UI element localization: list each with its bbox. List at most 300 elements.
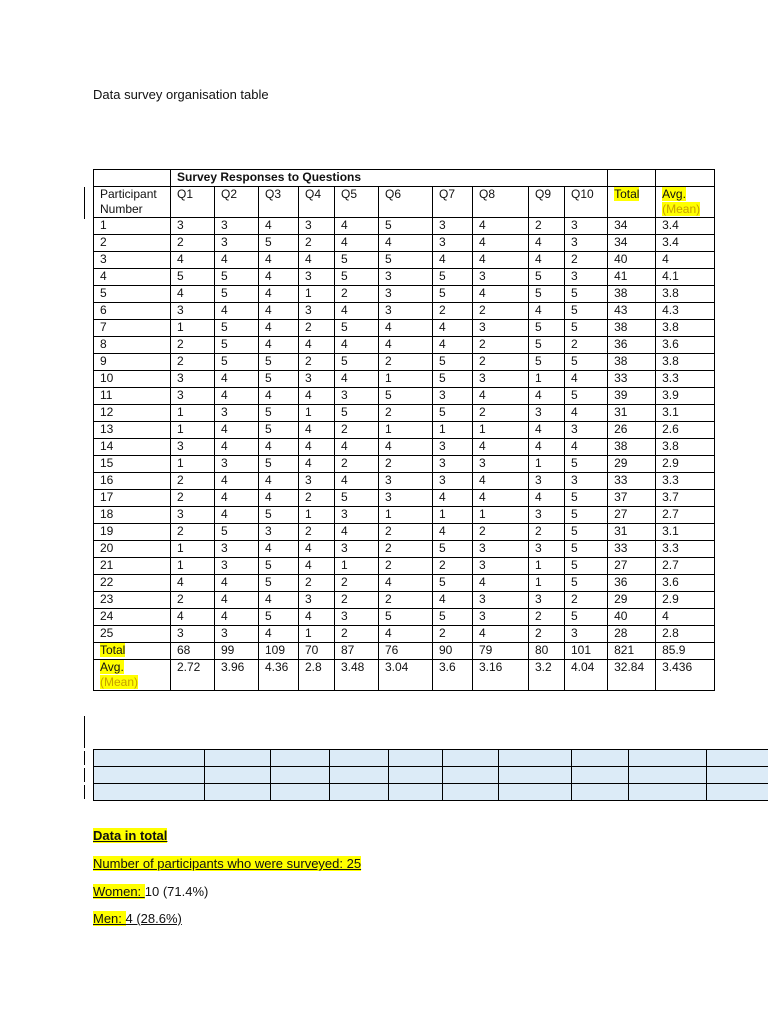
response-cell: 4 [171,252,215,269]
response-cell: 3 [259,524,299,541]
question-header-3: Q3 [259,187,299,218]
total-value-cell: 87 [335,643,379,660]
response-cell: 2 [565,592,608,609]
response-cell: 4 [215,388,259,405]
response-cell: 4 [171,609,215,626]
men-label: Men: [93,911,126,926]
response-cell: 3 [171,626,215,643]
response-cell: 4 [215,473,259,490]
response-cell: 2 [473,303,529,320]
response-cell: 4 [433,524,473,541]
response-cell: 3 [171,371,215,388]
response-cell: 3 [473,320,529,337]
response-cell: 4 [379,320,433,337]
women-value: 10 (71.4%) [144,884,209,899]
response-cell: 4 [215,422,259,439]
row-avg-cell: 4 [656,609,715,626]
response-cell: 3 [299,269,335,286]
row-avg-cell: 2.7 [656,558,715,575]
response-cell: 3 [379,473,433,490]
margin-mark [84,187,85,219]
response-cell: 2 [299,575,335,592]
response-cell: 5 [565,507,608,524]
response-cell: 5 [529,354,565,371]
empty-table-cell [707,767,768,784]
row-total-cell: 39 [608,388,656,405]
response-cell: 5 [171,269,215,286]
avg-value-cell: 3.16 [473,660,529,691]
empty-table-cell [389,784,443,801]
response-cell: 4 [529,422,565,439]
response-cell: 4 [299,558,335,575]
total-value-cell: 70 [299,643,335,660]
row-avg-cell: 3.3 [656,473,715,490]
row-avg-cell: 4.3 [656,303,715,320]
response-cell: 4 [335,524,379,541]
row-total-cell: 31 [608,524,656,541]
total-value-cell: 101 [565,643,608,660]
row-total-cell: 37 [608,490,656,507]
row-total-cell: 38 [608,354,656,371]
response-cell: 4 [215,592,259,609]
response-cell: 5 [433,371,473,388]
response-cell: 5 [259,558,299,575]
empty-table-cell [572,784,629,801]
total-value-cell: 80 [529,643,565,660]
row-total-cell: 29 [608,456,656,473]
response-cell: 5 [215,524,259,541]
participant-cell: 20 [94,541,171,558]
empty-table-cell [443,750,499,767]
response-cell: 5 [335,252,379,269]
response-cell: 5 [565,490,608,507]
question-header-5: Q5 [335,187,379,218]
response-cell: 4 [259,303,299,320]
response-cell: 3 [529,405,565,422]
response-cell: 4 [335,218,379,235]
response-cell: 1 [433,422,473,439]
row-avg-cell: 4.1 [656,269,715,286]
empty-table-cell [443,784,499,801]
response-cell: 2 [299,320,335,337]
response-cell: 4 [259,269,299,286]
response-cell: 2 [565,252,608,269]
participants-text: Number of participants who were surveyed: 25 [93,856,362,871]
response-cell: 3 [379,286,433,303]
response-cell: 2 [473,337,529,354]
response-cell: 2 [335,286,379,303]
response-cell: 5 [259,507,299,524]
row-total-cell: 28 [608,626,656,643]
men-line [93,911,182,926]
total-value-cell: 99 [215,643,259,660]
table-row [94,592,715,609]
avg-value-cell: 3.436 [656,660,715,691]
response-cell: 2 [335,456,379,473]
row-total-cell: 26 [608,422,656,439]
response-cell: 4 [171,575,215,592]
total-value-cell: 68 [171,643,215,660]
response-cell: 3 [565,473,608,490]
response-cell: 3 [379,269,433,286]
response-cell: 2 [473,354,529,371]
row-avg-cell: 3.1 [656,405,715,422]
participant-cell: 14 [94,439,171,456]
response-cell: 5 [565,609,608,626]
total-value-cell: 821 [608,643,656,660]
empty-table [93,749,768,801]
row-total-cell: 40 [608,252,656,269]
response-cell: 2 [171,490,215,507]
response-cell: 4 [259,337,299,354]
response-cell: 5 [433,609,473,626]
margin-mark [84,768,85,782]
empty-table-row [94,784,768,801]
total-row-label-text: Total [100,643,126,657]
participant-cell: 17 [94,490,171,507]
participant-cell: 4 [94,269,171,286]
participant-cell: 11 [94,388,171,405]
empty-table-body [94,750,768,801]
table-row [94,575,715,592]
response-cell: 5 [433,286,473,303]
response-cell: 2 [379,354,433,371]
empty-table-cell [389,767,443,784]
response-cell: 2 [171,235,215,252]
row-total-cell: 43 [608,303,656,320]
response-cell: 2 [171,473,215,490]
response-cell: 4 [473,388,529,405]
response-cell: 4 [433,592,473,609]
row-total-cell: 27 [608,507,656,524]
response-cell: 5 [565,286,608,303]
response-cell: 2 [433,626,473,643]
response-cell: 4 [215,303,259,320]
response-cell: 3 [299,592,335,609]
table-row [94,405,715,422]
response-cell: 4 [473,473,529,490]
question-header-6: Q6 [379,187,433,218]
empty-table-cell [94,767,205,784]
table-row [94,235,715,252]
summary-heading-text: Data in total [93,828,168,843]
response-cell: 1 [299,507,335,524]
response-cell: 3 [215,558,259,575]
summary-heading [93,828,167,843]
empty-table-cell [629,784,707,801]
response-cell: 4 [473,439,529,456]
response-cell: 4 [299,456,335,473]
table-row [94,473,715,490]
response-cell: 5 [379,252,433,269]
question-header-7: Q7 [433,187,473,218]
total-value-cell: 90 [433,643,473,660]
response-cell: 4 [259,218,299,235]
response-cell: 3 [299,218,335,235]
response-cell: 4 [379,235,433,252]
avg-value-cell: 3.48 [335,660,379,691]
avg-row [94,660,715,691]
response-cell: 4 [433,252,473,269]
response-cell: 5 [379,388,433,405]
response-cell: 5 [259,575,299,592]
response-cell: 3 [433,439,473,456]
blank-header-cell [94,170,171,187]
avg-row-label [94,660,171,691]
response-cell: 1 [171,456,215,473]
response-cell: 3 [473,371,529,388]
table-row [94,626,715,643]
response-cell: 1 [299,405,335,422]
response-cell: 4 [259,592,299,609]
total-row-label [94,643,171,660]
response-cell: 5 [565,303,608,320]
response-cell: 5 [215,286,259,303]
response-cell: 4 [473,218,529,235]
response-cell: 2 [473,524,529,541]
empty-table-cell [707,784,768,801]
response-cell: 3 [565,269,608,286]
response-cell: 3 [565,218,608,235]
response-cell: 3 [433,456,473,473]
response-cell: 4 [433,337,473,354]
row-total-cell: 29 [608,592,656,609]
participant-number-header [94,187,171,218]
empty-table-cell [629,750,707,767]
response-cell: 4 [529,439,565,456]
response-cell: 3 [335,507,379,524]
response-cell: 2 [335,575,379,592]
response-cell: 5 [259,235,299,252]
response-cell: 4 [433,320,473,337]
row-total-cell: 33 [608,473,656,490]
row-total-cell: 33 [608,541,656,558]
row-avg-cell: 3.8 [656,439,715,456]
response-cell: 3 [215,541,259,558]
response-cell: 5 [259,371,299,388]
response-cell: 2 [565,337,608,354]
row-avg-cell: 3.6 [656,575,715,592]
response-cell: 5 [259,422,299,439]
table-row [94,456,715,473]
row-avg-cell: 3.6 [656,337,715,354]
response-cell: 3 [171,507,215,524]
participant-cell: 15 [94,456,171,473]
avg-value-cell: 4.36 [259,660,299,691]
participant-cell: 12 [94,405,171,422]
row-avg-cell: 3.3 [656,371,715,388]
response-cell: 4 [259,439,299,456]
table-row [94,422,715,439]
response-cell: 3 [433,388,473,405]
row-avg-cell: 3.8 [656,354,715,371]
response-cell: 4 [565,405,608,422]
response-cell: 4 [215,252,259,269]
table-row [94,439,715,456]
response-cell: 1 [171,405,215,422]
response-cell: 5 [433,541,473,558]
response-cell: 2 [299,235,335,252]
row-avg-cell: 3.8 [656,286,715,303]
row-total-cell: 38 [608,320,656,337]
response-cell: 1 [335,558,379,575]
response-cell: 4 [259,490,299,507]
avg-value-cell: 2.72 [171,660,215,691]
response-cell: 2 [529,524,565,541]
response-cell: 4 [473,235,529,252]
response-cell: 4 [335,439,379,456]
response-cell: 4 [215,609,259,626]
response-cell: 5 [335,405,379,422]
response-cell: 5 [259,609,299,626]
response-cell: 3 [215,235,259,252]
response-cell: 1 [171,422,215,439]
response-cell: 3 [299,303,335,320]
participant-cell: 25 [94,626,171,643]
avg-value-cell: 3.6 [433,660,473,691]
row-avg-cell: 2.9 [656,592,715,609]
response-cell: 4 [335,235,379,252]
response-cell: 2 [473,405,529,422]
participant-header-line1: Participant [100,187,157,201]
response-cell: 3 [565,422,608,439]
women-label: Women: [93,884,145,899]
row-total-cell: 36 [608,575,656,592]
response-cell: 5 [259,405,299,422]
response-cell: 5 [529,286,565,303]
table-row [94,490,715,507]
response-cell: 3 [473,456,529,473]
response-cell: 1 [379,507,433,524]
table-row [94,218,715,235]
table-row [94,371,715,388]
empty-table-cell [330,750,389,767]
response-cell: 5 [215,354,259,371]
participants-line [93,856,361,871]
response-cell: 3 [473,269,529,286]
response-cell: 5 [215,320,259,337]
empty-table-cell [205,750,271,767]
row-avg-cell: 2.6 [656,422,715,439]
response-cell: 4 [215,490,259,507]
response-cell: 3 [433,473,473,490]
empty-table-row [94,750,768,767]
empty-table-cell [330,767,389,784]
response-cell: 5 [335,320,379,337]
table-row [94,541,715,558]
question-header-2: Q2 [215,187,259,218]
row-total-cell: 38 [608,439,656,456]
response-cell: 3 [379,490,433,507]
response-cell: 4 [529,388,565,405]
table-row [94,252,715,269]
survey-table [93,169,715,691]
response-cell: 4 [335,337,379,354]
total-value-cell: 79 [473,643,529,660]
response-cell: 3 [335,388,379,405]
response-cell: 2 [171,592,215,609]
empty-table-cell [94,750,205,767]
row-avg-cell: 4 [656,252,715,269]
response-cell: 2 [379,592,433,609]
avg-value-cell: 3.2 [529,660,565,691]
response-cell: 1 [529,456,565,473]
participant-cell: 18 [94,507,171,524]
response-cell: 1 [473,422,529,439]
response-cell: 3 [215,218,259,235]
avg-value-cell: 4.04 [565,660,608,691]
response-cell: 5 [433,354,473,371]
total-header [608,187,656,218]
response-cell: 3 [215,456,259,473]
table-body [94,218,715,691]
response-cell: 3 [171,439,215,456]
row-total-cell: 31 [608,405,656,422]
response-cell: 5 [565,388,608,405]
row-avg-cell: 3.8 [656,320,715,337]
margin-mark [84,716,85,748]
response-cell: 5 [335,269,379,286]
response-cell: 4 [335,473,379,490]
response-cell: 4 [473,575,529,592]
response-cell: 3 [433,218,473,235]
response-cell: 2 [171,524,215,541]
response-cell: 5 [215,337,259,354]
response-cell: 4 [259,626,299,643]
response-cell: 2 [433,558,473,575]
table-row [94,320,715,337]
response-cell: 4 [215,507,259,524]
response-cell: 2 [379,405,433,422]
response-cell: 5 [259,456,299,473]
empty-table-cell [271,750,330,767]
avg-row-label-text: Avg. [100,660,124,674]
row-avg-cell: 3.1 [656,524,715,541]
avg-header-mean: (Mean) [662,202,701,216]
table-title-row [94,170,715,187]
response-cell: 1 [379,371,433,388]
response-cell: 1 [529,575,565,592]
document-title: Data survey organisation table [93,87,269,102]
response-cell: 4 [529,490,565,507]
response-cell: 4 [529,252,565,269]
empty-table-cell [499,750,572,767]
response-cell: 4 [473,490,529,507]
participant-cell: 1 [94,218,171,235]
response-cell: 2 [529,218,565,235]
response-cell: 1 [171,558,215,575]
response-cell: 2 [379,456,433,473]
response-cell: 4 [259,388,299,405]
response-cell: 5 [565,354,608,371]
row-total-cell: 33 [608,371,656,388]
participant-cell: 16 [94,473,171,490]
response-cell: 1 [299,286,335,303]
participant-cell: 8 [94,337,171,354]
response-cell: 2 [335,592,379,609]
participant-cell: 22 [94,575,171,592]
response-cell: 3 [171,388,215,405]
response-cell: 3 [565,626,608,643]
empty-table-cell [499,784,572,801]
response-cell: 5 [565,524,608,541]
total-row [94,643,715,660]
response-cell: 3 [379,303,433,320]
response-cell: 5 [565,558,608,575]
row-avg-cell: 2.7 [656,507,715,524]
response-cell: 5 [565,320,608,337]
question-header-4: Q4 [299,187,335,218]
